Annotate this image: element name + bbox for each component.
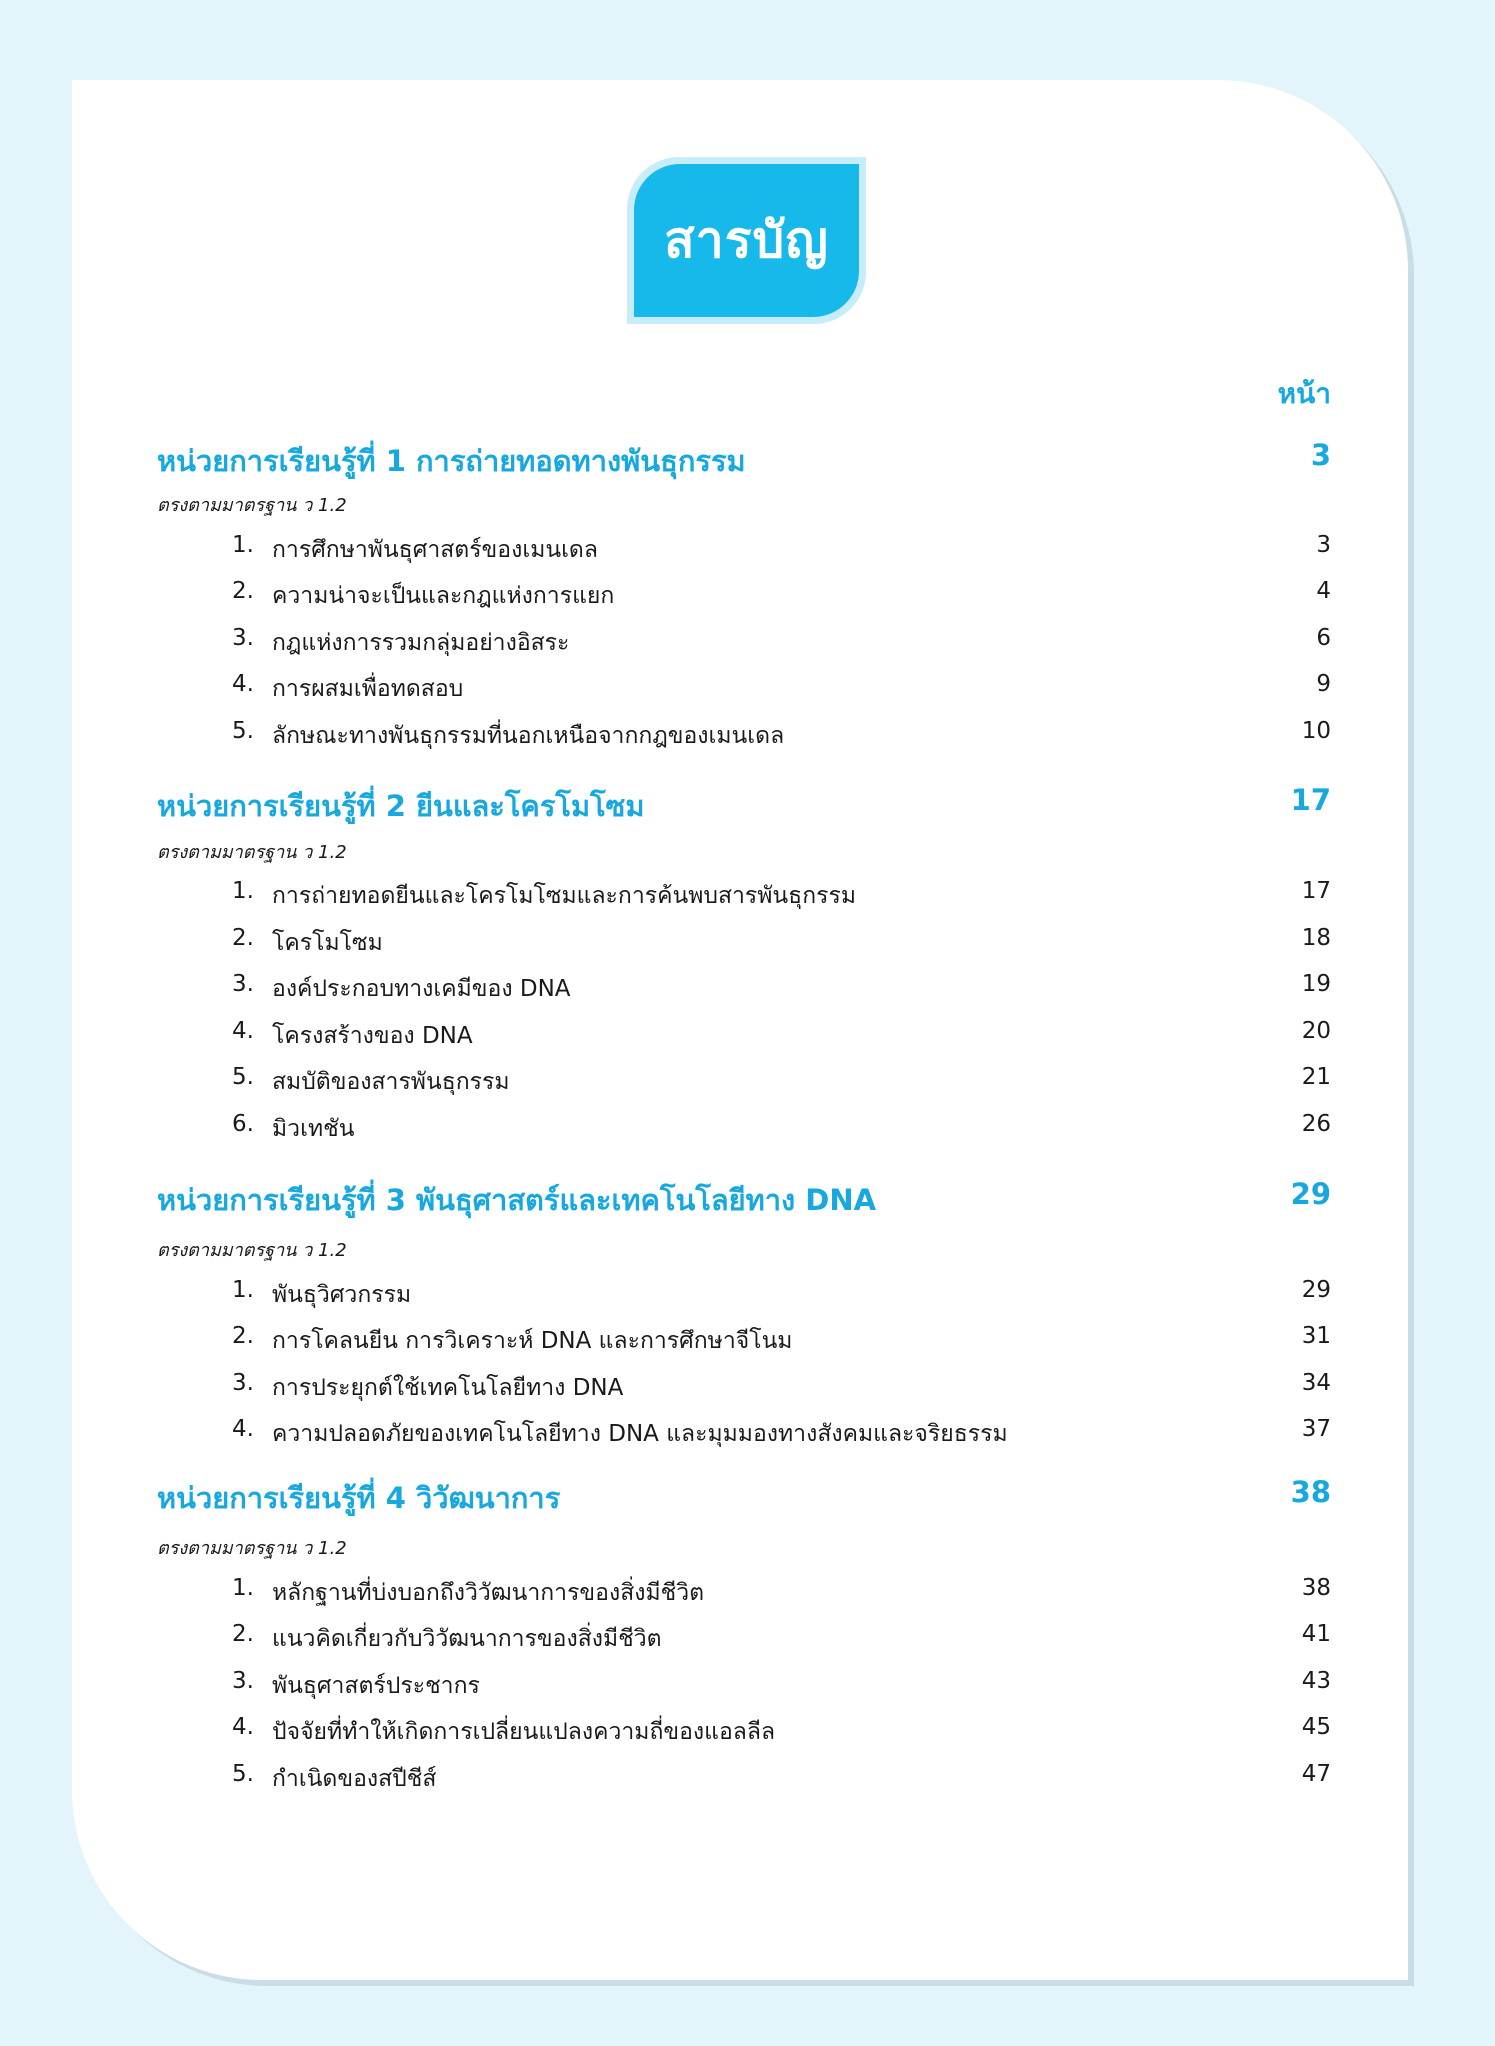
item-number: 6. [232,1111,254,1137]
toc-item[interactable] [0,718,1495,758]
item-number: 2. [232,578,254,604]
item-number: 1. [232,1575,254,1601]
item-number: 1. [232,878,254,904]
toc-title-badge-inner [634,164,859,317]
unit-1-heading[interactable] [0,438,1495,478]
item-number: 5. [232,1064,254,1090]
item-page-number: 34 [1301,1370,1331,1396]
item-title: องค์ประกอบทางเคมีของ DNA [272,976,571,1002]
unit-1-standard [0,490,1495,530]
item-title: สมบัติของสารพันธุกรรม [272,1069,510,1095]
unit-page-number: 38 [1290,1475,1331,1509]
unit-2-standard [0,837,1495,877]
unit-2-heading[interactable] [0,783,1495,823]
item-title: โครงสร้างของ DNA [272,1023,473,1049]
item-title: หลักฐานที่บ่งบอกถึงวิวัฒนาการของสิ่งมีชีวิต [272,1580,705,1606]
page-column-header: หน้า [1277,377,1331,410]
unit-title: หน่วยการเรียนรู้ที่ 1 การถ่ายทอดทางพันธุกรรม [157,444,746,478]
item-title: ลักษณะทางพันธุกรรมที่นอกเหนือจากกฎของเมนเดล [272,723,785,749]
item-title: โครโมโซม [272,930,383,956]
item-title: ความน่าจะเป็นและกฎแห่งการแยก [272,583,615,609]
item-title: การประยุกต์ใช้เทคโนโลยีทาง DNA [272,1375,624,1401]
item-title: แนวคิดเกี่ยวกับวิวัฒนาการของสิ่งมีชีวิต [272,1626,662,1652]
standard-label: ตรงตามมาตรฐาน ว 1.2 [157,1538,347,1559]
toc-item[interactable] [0,578,1495,618]
item-number: 2. [232,925,254,951]
item-page-number: 6 [1316,625,1331,651]
item-number: 3. [232,1668,254,1694]
toc-item[interactable] [0,1575,1495,1615]
item-page-number: 21 [1301,1064,1331,1090]
unit-3-heading[interactable] [0,1177,1495,1217]
toc-item[interactable] [0,1277,1495,1317]
item-title: การโคลนยีน การวิเคราะห์ DNA และการศึกษาจีโนม [272,1328,793,1354]
unit-3-standard [0,1235,1495,1275]
unit-page-number: 17 [1290,783,1331,817]
item-page-number: 9 [1316,671,1331,697]
item-title: กำเนิดของสปีชีส์ [272,1766,437,1792]
item-title: การศึกษาพันธุศาสตร์ของเมนเดล [272,537,598,563]
item-page-number: 41 [1301,1621,1331,1647]
item-number: 4. [232,1018,254,1044]
item-page-number: 19 [1301,971,1331,997]
item-page-number: 20 [1301,1018,1331,1044]
toc-item[interactable] [0,925,1495,965]
unit-4-heading[interactable] [0,1475,1495,1515]
item-page-number: 47 [1301,1761,1331,1787]
toc-item[interactable] [0,1621,1495,1661]
item-page-number: 17 [1301,878,1331,904]
item-page-number: 43 [1301,1668,1331,1694]
item-number: 5. [232,1761,254,1787]
unit-4-standard [0,1533,1495,1573]
toc-title-badge [627,157,866,324]
toc-item[interactable] [0,1668,1495,1708]
toc-item[interactable] [0,671,1495,711]
item-number: 4. [232,671,254,697]
item-title: พันธุศาสตร์ประชากร [272,1673,480,1699]
unit-page-number: 3 [1310,438,1331,472]
toc-item[interactable] [0,1761,1495,1801]
item-title: มิวเทชัน [272,1116,355,1142]
item-page-number: 3 [1316,532,1331,558]
toc-item[interactable] [0,971,1495,1011]
toc-item[interactable] [0,532,1495,572]
toc-item[interactable] [0,1370,1495,1410]
toc-item[interactable] [0,1323,1495,1363]
item-number: 4. [232,1416,254,1442]
item-number: 5. [232,718,254,744]
item-number: 3. [232,1370,254,1396]
item-title: การถ่ายทอดยีนและโครโมโซมและการค้นพบสารพันธุกรรม [272,883,856,909]
unit-title: หน่วยการเรียนรู้ที่ 2 ยีนและโครโมโซม [157,789,645,823]
toc-item[interactable] [0,1018,1495,1058]
item-page-number: 37 [1301,1416,1331,1442]
item-number: 2. [232,1323,254,1349]
item-title: ความปลอดภัยของเทคโนโลยีทาง DNA และมุมมองทางสังคมและจริยธรรม [272,1421,1008,1447]
item-number: 4. [232,1714,254,1740]
item-number: 1. [232,1277,254,1303]
item-title: การผสมเพื่อทดสอบ [272,676,464,702]
item-page-number: 18 [1301,925,1331,951]
item-page-number: 45 [1301,1714,1331,1740]
item-page-number: 26 [1301,1111,1331,1137]
item-title: พันธุวิศวกรรม [272,1282,412,1308]
item-number: 2. [232,1621,254,1647]
item-page-number: 29 [1301,1277,1331,1303]
unit-page-number: 29 [1290,1177,1331,1211]
item-title: กฎแห่งการรวมกลุ่มอย่างอิสระ [272,630,570,656]
unit-title: หน่วยการเรียนรู้ที่ 4 วิวัฒนาการ [157,1481,561,1515]
item-page-number: 31 [1301,1323,1331,1349]
standard-label: ตรงตามมาตรฐาน ว 1.2 [157,1240,347,1261]
item-page-number: 38 [1301,1575,1331,1601]
item-title: ปัจจัยที่ทำให้เกิดการเปลี่ยนแปลงความถี่ของแอลลีล [272,1719,776,1745]
standard-label: ตรงตามมาตรฐาน ว 1.2 [157,495,347,516]
toc-item[interactable] [0,625,1495,665]
toc-item[interactable] [0,1416,1495,1456]
item-number: 1. [232,532,254,558]
toc-item[interactable] [0,878,1495,918]
item-number: 3. [232,625,254,651]
item-number: 3. [232,971,254,997]
unit-title: หน่วยการเรียนรู้ที่ 3 พันธุศาสตร์และเทคโนโลยีทาง DNA [157,1183,877,1217]
item-page-number: 4 [1316,578,1331,604]
toc-title: สารบัญ [664,211,829,269]
toc-item[interactable] [0,1111,1495,1151]
toc-item[interactable] [0,1064,1495,1104]
toc-item[interactable] [0,1714,1495,1754]
item-page-number: 10 [1301,718,1331,744]
standard-label: ตรงตามมาตรฐาน ว 1.2 [157,842,347,863]
